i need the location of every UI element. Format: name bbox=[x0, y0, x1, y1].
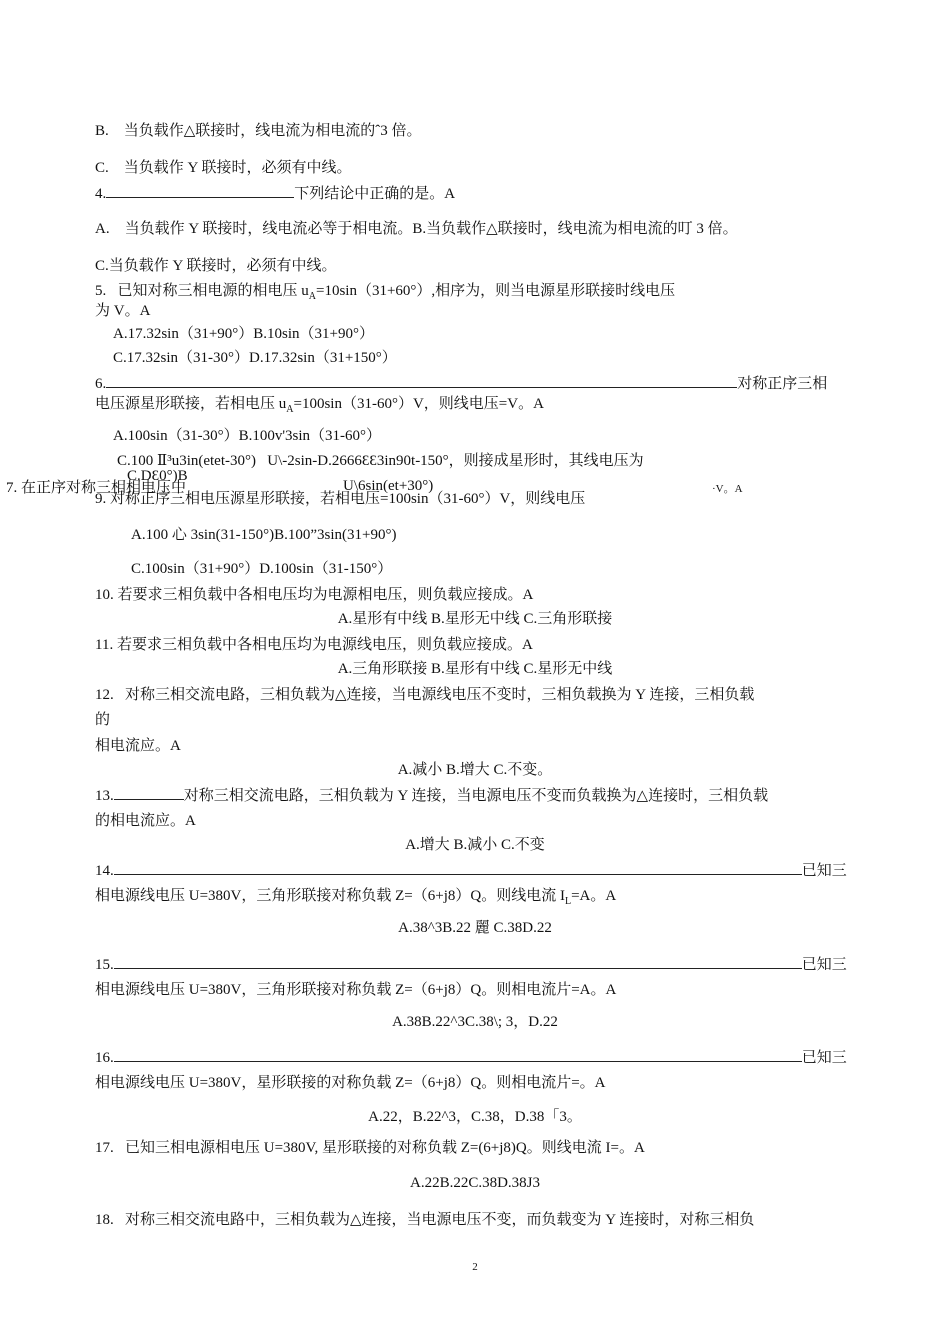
question-5-cont: 为 V。A bbox=[95, 303, 151, 319]
question-14-cont bbox=[95, 886, 616, 906]
page-number: 2 bbox=[472, 1261, 478, 1273]
question-9: 9. 对称正序三相电压源星形联接，若相电压=100sin（31-60°）V，则线电压 bbox=[95, 491, 586, 507]
option-line: C.17.32sin（31-30°）D.17.32sin（31+150°） bbox=[113, 350, 397, 366]
question-12-cont: 相电流应。A bbox=[95, 738, 181, 754]
option-line: A.增大 B.减小 C.不变 bbox=[405, 837, 545, 853]
option-line: A.38^3B.22 麗 C.38D.22 bbox=[398, 920, 552, 936]
option-line: A.三角形联接 B.星形有中线 C.星形无中线 bbox=[337, 661, 613, 677]
question-6 bbox=[95, 373, 827, 393]
option-line: C.100sin（31+90°）D.100sin（31-150°） bbox=[131, 561, 393, 577]
question-17: 17. 已知三相电源相电压 U=380V, 星形联接的对称负载 Z=(6+j8)Q。则线电流 I=。A bbox=[95, 1140, 645, 1156]
subscript: A bbox=[286, 404, 294, 415]
question-number: 6. bbox=[95, 376, 107, 392]
question-15 bbox=[95, 954, 847, 974]
question-14 bbox=[95, 860, 847, 880]
overlapped-text: 7. 在正序对称三相相电压中 bbox=[6, 480, 187, 496]
answer-blank bbox=[114, 954, 802, 969]
question-12-cont: 的 bbox=[95, 712, 111, 728]
question-text: 已知三 bbox=[801, 957, 847, 973]
option-line: A.17.32sin（31+90°）B.10sin（31+90°） bbox=[113, 326, 375, 342]
option-line: A.减小 B.增大 C.不变。 bbox=[397, 762, 553, 778]
question-11: 11. 若要求三相负载中各相电压均为电源线电压，则负载应接成。A bbox=[95, 637, 533, 653]
option-line: A. 当负载作 Y 联接时，线电流必等于相电流。B.当负载作△联接时，线电流为相电流的叮 3 倍。 bbox=[95, 221, 738, 237]
answer-blank bbox=[114, 785, 184, 800]
question-text: =100sin（31-60°）V，则线电压=V。A bbox=[293, 396, 544, 412]
question-number: 14. bbox=[95, 863, 114, 879]
question-text: 已知三 bbox=[801, 1050, 847, 1066]
overlapped-text: ·V。A bbox=[712, 483, 743, 495]
question-number: 15. bbox=[95, 957, 114, 973]
option-line: A.星形有中线 B.星形无中线 C.三角形联接 bbox=[337, 611, 613, 627]
subscript: L bbox=[564, 896, 572, 907]
question-16-cont: 相电源线电压 U=380V，星形联接的对称负载 Z=（6+j8）Q。则相电流片=。A bbox=[95, 1075, 606, 1091]
question-text: =A。A bbox=[571, 888, 617, 904]
question-text: 5. 已知对称三相电源的相电压 u bbox=[95, 283, 309, 299]
question-13-cont: 的相电流应。A bbox=[95, 813, 196, 829]
question-5 bbox=[95, 281, 675, 301]
option-line: A.100 心 3sin(31-150°)B.100”3sin(31+90°) bbox=[131, 527, 397, 543]
option-line: A.100sin（31-30°）B.100v'3sin（31-60°） bbox=[113, 428, 382, 444]
question-text: 下列结论中正确的是。A bbox=[294, 186, 456, 202]
option-line: C. 当负载作 Y 联接时，必须有中线。 bbox=[95, 160, 352, 176]
subscript: A bbox=[308, 291, 316, 302]
question-number: 13. bbox=[95, 788, 114, 804]
question-number: 4. bbox=[95, 186, 107, 202]
question-18: 18. 对称三相交流电路中，三相负载为△连接，当电源电压不变，而负载变为 Y 连接时，对称三相负 bbox=[95, 1212, 755, 1228]
question-text: 电压源星形联接，若相电压 u bbox=[95, 396, 287, 412]
question-number: 16. bbox=[95, 1050, 114, 1066]
option-line: C.当负载作 Y 联接时，必须有中线。 bbox=[95, 258, 337, 274]
question-10: 10. 若要求三相负载中各相电压均为电源相电压，则负载应接成。A bbox=[95, 587, 534, 603]
question-16 bbox=[95, 1047, 847, 1067]
overlapped-text: U\6sin(et+30°) bbox=[343, 478, 434, 494]
question-13 bbox=[95, 785, 768, 805]
question-4 bbox=[95, 183, 455, 203]
question-text: 对称正序三相 bbox=[737, 376, 828, 392]
overlapped-text: C.DƐ0°)B bbox=[127, 468, 188, 484]
question-text: 已知三 bbox=[801, 863, 847, 879]
option-line: A.22B.22C.38D.38J3 bbox=[409, 1175, 540, 1191]
answer-blank bbox=[106, 373, 737, 388]
option-line: A.22，B.22^3，C.38，D.38「3。 bbox=[368, 1109, 582, 1125]
answer-blank bbox=[106, 183, 294, 198]
question-text: =10sin（31+60°）,相序为，则当电源星形联接时线电压 bbox=[316, 283, 676, 299]
question-text: 对称三相交流电路，三相负载为 Y 连接，当电源电压不变而负载换为△连接时，三相负载 bbox=[183, 788, 769, 804]
overlapped-text: C.100 Ⅱ³u3in(etet-30°) U\-2sin-D.2666ƐƐ3in90t-150°，则接成星形时，其线电压为 bbox=[117, 453, 644, 469]
question-15-cont: 相电源线电压 U=380V，三角形联接对称负载 Z=（6+j8）Q。则相电流片=A。A bbox=[95, 982, 617, 998]
question-text: 相电源线电压 U=380V，三角形联接对称负载 Z=（6+j8）Q。则线电流 I bbox=[95, 888, 565, 904]
answer-blank bbox=[114, 1047, 802, 1062]
question-12: 12. 对称三相交流电路，三相负载为△连接，当电源线电压不变时，三相负载换为 Y 连接，三相负载 bbox=[95, 687, 755, 703]
option-line: A.38B.22^3C.38\; 3，D.22 bbox=[392, 1014, 558, 1030]
question-6-cont bbox=[95, 394, 544, 414]
option-line: B. 当负载作△联接时，线电流为相电流的ˆ3 倍。 bbox=[95, 123, 422, 139]
answer-blank bbox=[114, 860, 802, 875]
